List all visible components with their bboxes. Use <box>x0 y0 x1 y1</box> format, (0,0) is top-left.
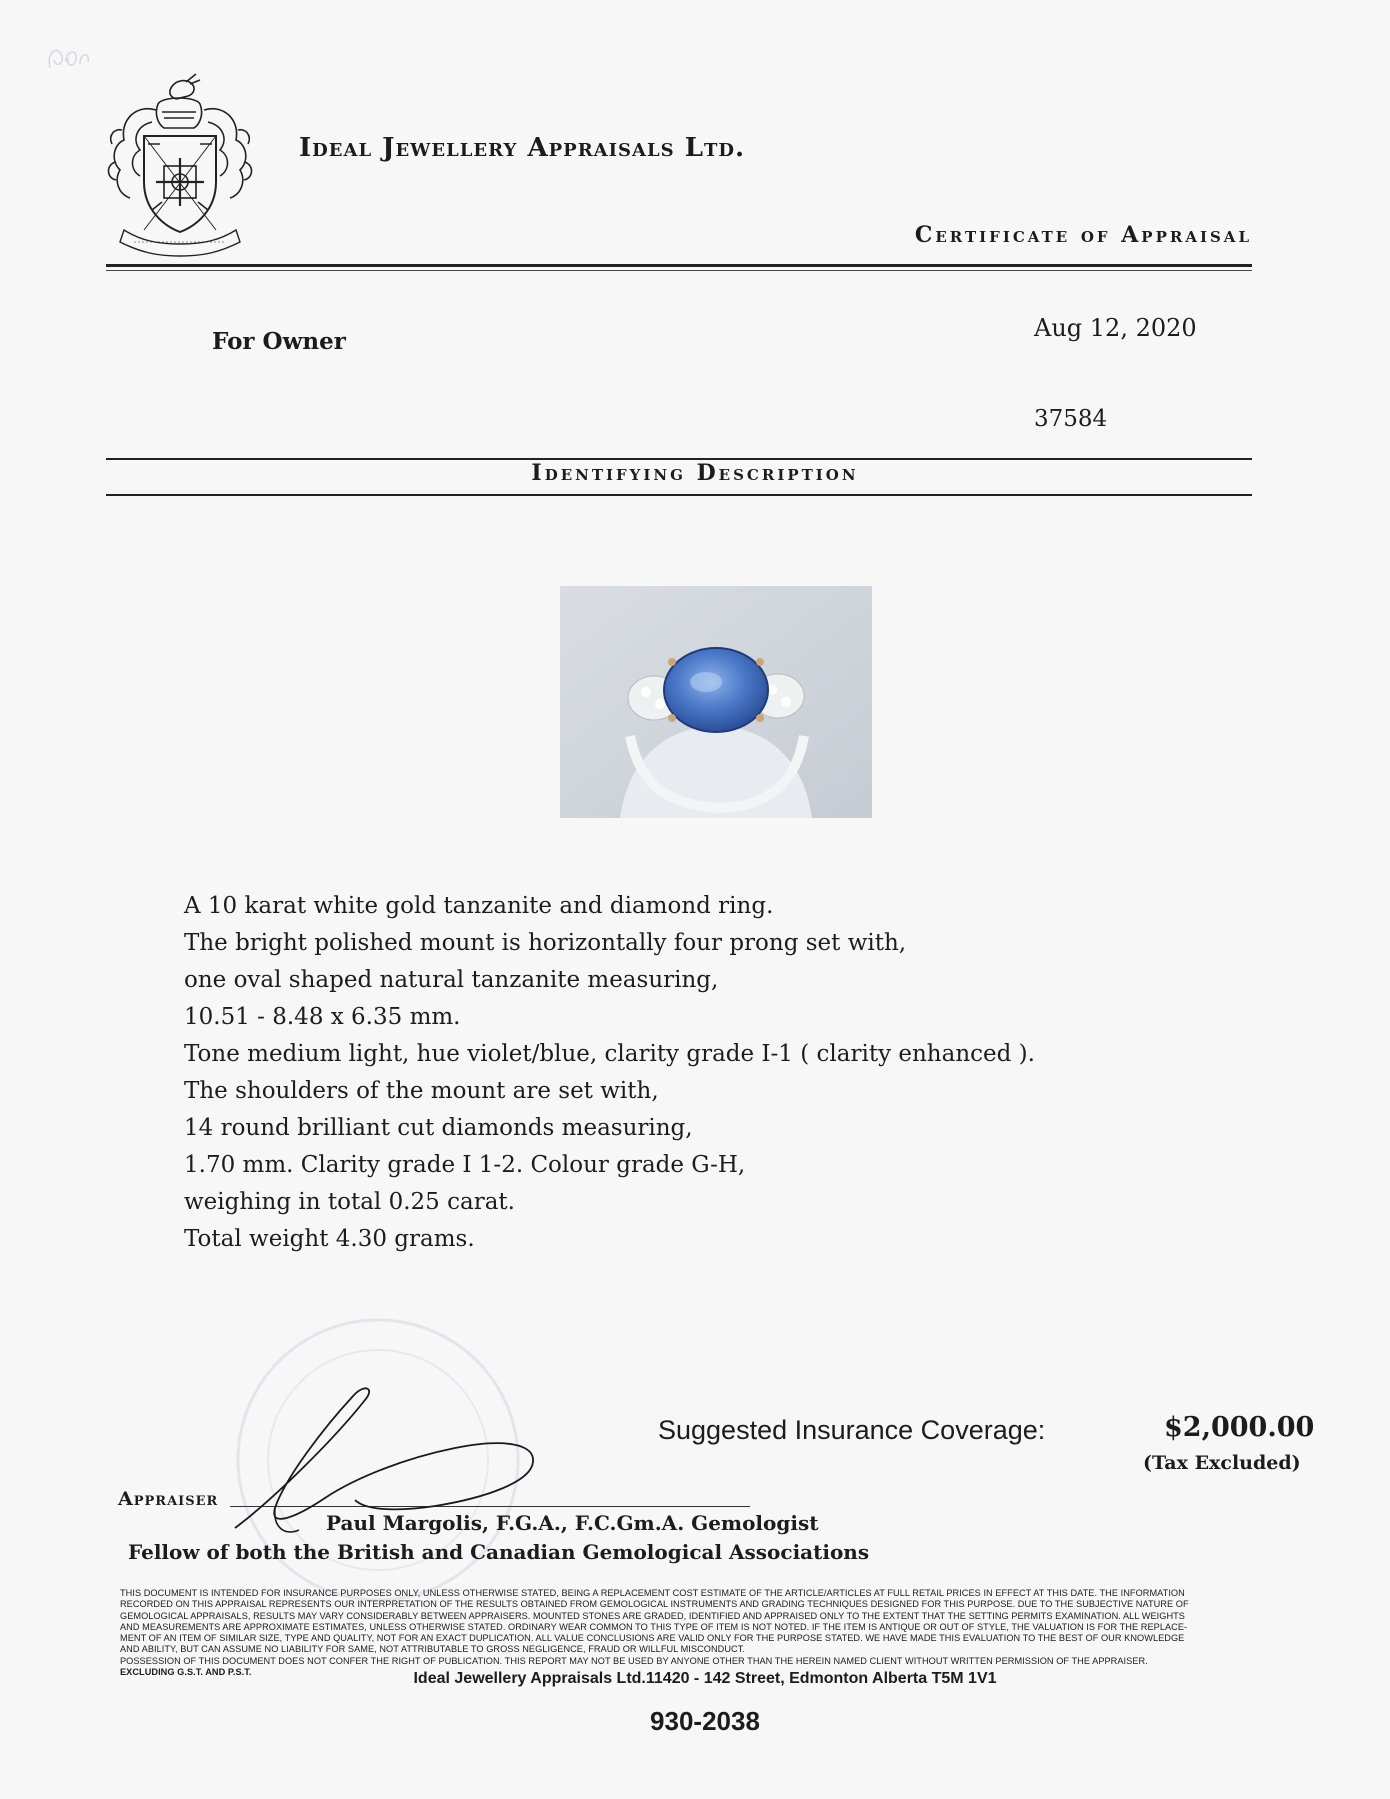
appraiser-name: Paul Margolis, F.G.A., F.C.Gm.A. Gemologist <box>326 1511 819 1535</box>
tax-note: (Tax Excluded) <box>1143 1452 1301 1474</box>
description-line: A 10 karat white gold tanzanite and diamond ring. <box>184 893 774 919</box>
section-title: Identifying Description <box>531 460 859 486</box>
disclaimer-line: AND MEASUREMENTS ARE APPROXIMATE ESTIMATES, UNLESS OTHERWISE STATED. ORDINARY WEAR COMMON TO THIS TYPE OF ITEM IS NOT NOTED. IF THE ITEM IS ANTIQUE OR OUT OF STYLE, THE VALUATION IS FOR THE REPLACE- <box>120 1621 1188 1632</box>
company-phone: 930-2038 <box>650 1706 760 1736</box>
company-name: Ideal Jewellery Appraisals Ltd. <box>299 133 746 163</box>
header-rule-thin <box>106 270 1252 271</box>
insurance-label: Suggested Insurance Coverage: <box>658 1415 1046 1445</box>
appraisal-date: Aug 12, 2020 <box>1034 314 1197 342</box>
disclaimer-line: AND ABILITY, BUT CAN ASSUME NO LIABILITY FOR SAME, NOT ATTRIBUTABLE TO GROSS NEGLIGENCE, FRAUD OR WILLFUL MISCONDUCT. <box>120 1644 745 1655</box>
disclaimer-line: GEMOLOGICAL APPRAISALS, RESULTS MAY VARY CONSIDERABLY BETWEEN APPRAISERS. MOUNTED STONES ARE GRADED, IDENTIFIED AND APPRAISED ONLY TO THE EXTENT THAT THE SETTING PERMITS EXAMINATION. ALL WEIGHTS <box>120 1610 1185 1621</box>
description-line: 1.70 mm. Clarity grade I 1-2. Colour grade G-H, <box>184 1152 746 1178</box>
company-address: Ideal Jewellery Appraisals Ltd.11420 - 142 Street, Edmonton Alberta T5M 1V1 <box>413 1670 997 1687</box>
description-line: The shoulders of the mount are set with, <box>184 1078 659 1104</box>
company-crest-logo <box>100 70 260 260</box>
section-rule-bottom <box>106 494 1252 496</box>
description-line: one oval shaped natural tanzanite measuring, <box>184 967 719 993</box>
description-line: Total weight 4.30 grams. <box>184 1226 475 1252</box>
ring-photo <box>560 586 872 818</box>
item-description <box>184 888 1084 1258</box>
description-line: weighing in total 0.25 carat. <box>184 1189 515 1215</box>
tax-exclusion-note: EXCLUDING G.S.T. AND P.S.T. <box>120 1667 252 1678</box>
insurance-value: $2,000.00 <box>1164 1412 1315 1443</box>
disclaimer-line: POSSESSION OF THIS DOCUMENT DOES NOT CONFER THE RIGHT OF PUBLICATION. THIS REPORT MAY NOT BE USED BY ANYONE OTHER THAN THE HEREIN NAMED CLIENT WITHOUT WRITTEN PERMISSION OF THE APPRAISER. <box>120 1655 1148 1666</box>
description-line: 10.51 - 8.48 x 6.35 mm. <box>184 1004 461 1030</box>
description-line: The bright polished mount is horizontally four prong set with, <box>184 930 907 956</box>
pencil-scribble <box>44 38 94 78</box>
recipient-label: For Owner <box>212 328 346 355</box>
description-line: 14 round brilliant cut diamonds measuring, <box>184 1115 693 1141</box>
reference-number: 37584 <box>1034 406 1108 432</box>
appraiser-label: Appraiser <box>118 1488 219 1510</box>
header-rule <box>106 264 1252 267</box>
appraiser-fellowship: Fellow of both the British and Canadian Gemological Associations <box>128 1540 870 1564</box>
document-title: Certificate of Appraisal <box>914 222 1252 248</box>
disclaimer-line: MENT OF AN ITEM OF SIMILAR SIZE, TYPE AND QUALITY, NOT FOR AN EXACT DUPLICATION. ALL VALUE CONCLUSIONS ARE VALID ONLY FOR THE PURPOSE STATED. WE HAVE MADE THIS EVALUATION TO THE BEST OF OUR KNOWLEDGE <box>120 1633 1185 1644</box>
disclaimer-line: THIS DOCUMENT IS INTENDED FOR INSURANCE PURPOSES ONLY, UNLESS OTHERWISE STATED, BEING A REPLACEMENT COST ESTIMATE OF THE ARTICLE/ARTICLES AT FULL RETAIL PRICES IN EFFECT AT THIS DATE. THE INFORMATION <box>120 1588 1185 1598</box>
legal-disclaimer <box>120 1588 1270 1678</box>
description-line: Tone medium light, hue violet/blue, clarity grade I-1 ( clarity enhanced ). <box>184 1041 1035 1067</box>
disclaimer-line: RECORDED ON THIS APPRAISAL REPRESENTS OUR INTERPRETATION OF THE RESULTS OBTAINED FROM GEMOLOGICAL INSTRUMENTS AND GRADING TECHNIQUES DESIGNED FOR THIS PURPOSE. DUE TO THE SUBJECTIVE NATURE OF <box>120 1599 1189 1610</box>
